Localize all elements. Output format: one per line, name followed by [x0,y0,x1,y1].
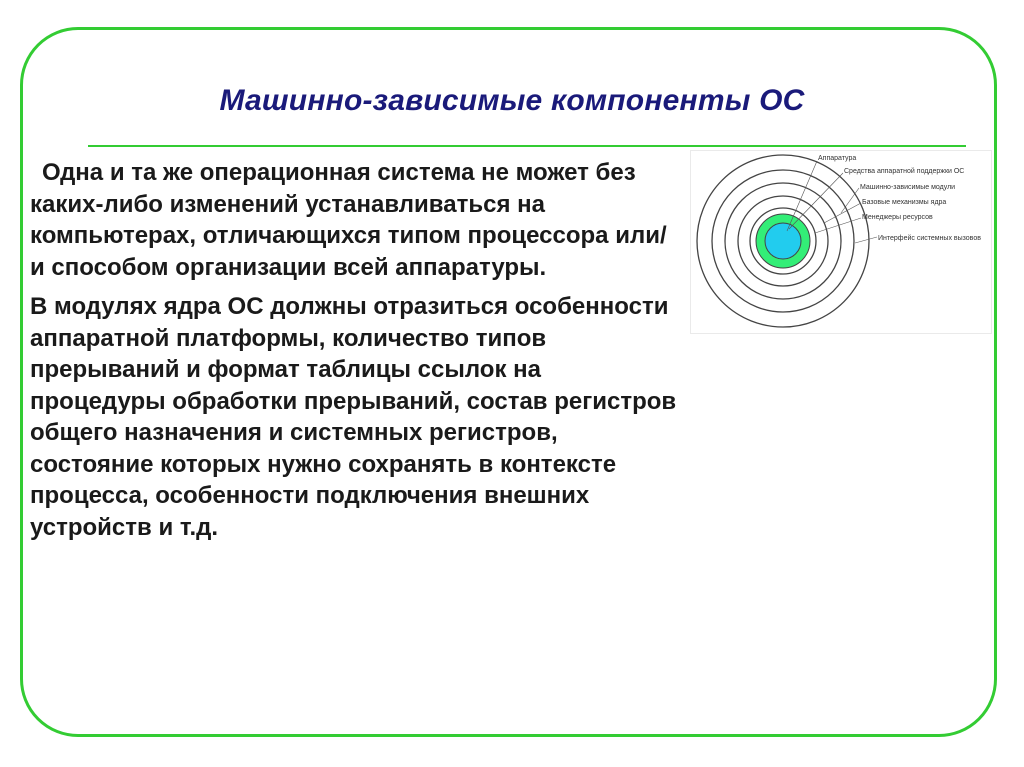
title-divider [88,145,966,147]
slide-body [30,157,680,551]
label-kernel-base: Базовые механизмы ядра [862,199,947,206]
label-machine-dependent: Машинно-зависимые модули [860,184,956,191]
os-layers-diagram [690,150,992,334]
os-layers-svg [691,151,991,333]
label-hardware: Аппаратура [818,155,857,162]
leader-line-5 [815,218,861,233]
slide-title: Машинно-зависимые компоненты ОС [219,84,805,117]
leader-line-2 [789,173,843,229]
label-hw-support: Средства аппаратной поддержки ОС [844,168,965,175]
label-resource-managers: Менеджеры ресурсов [862,214,933,221]
leader-line-1 [787,161,817,231]
leader-line-6 [855,237,877,243]
label-syscall-interface: Интерфейс системных вызовов [878,235,981,242]
paragraph-1: Одна и та же операционная система не может без каких-либо изменений устанавливаться на компьютерах, отличающихся типом процессора или/и способом организации всей аппаратуры. [30,159,667,281]
core-circle [765,223,801,259]
paragraph-2: В модулях ядра ОС должны отразиться особенности аппаратной платформы, количество типов прерываний и формат таблицы ссылок на процедуры обработки прерываний, состав регистров общего назначения и системных регистров, состояние которых нужно сохранять в контексте процесса, особенности подключения внешних устройств и т.д. [30,293,677,541]
